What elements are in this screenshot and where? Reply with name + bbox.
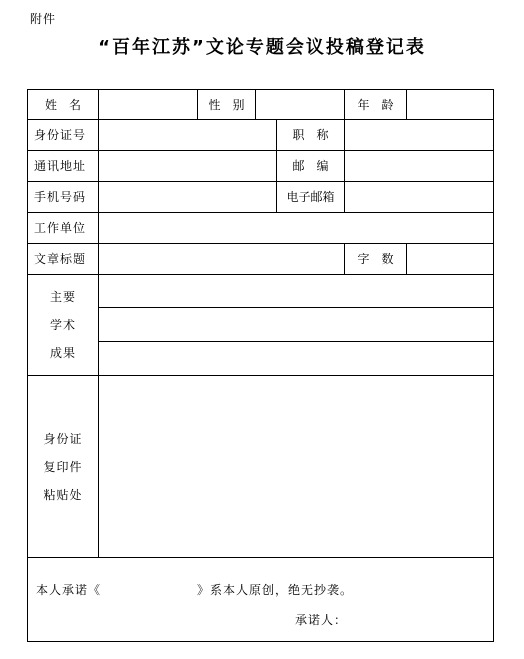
achievement-field-3[interactable] [99, 341, 494, 375]
registration-form-table [27, 89, 494, 642]
promise-cell [28, 558, 494, 642]
id-copy-label-line-1: 身份证 [43, 431, 83, 446]
row-promise [28, 558, 494, 642]
article-title-label: 文章标题 [28, 244, 99, 275]
postcode-field[interactable] [345, 151, 494, 182]
gender-label: 性 别 [198, 90, 256, 120]
row-id-number [28, 120, 494, 151]
promise-statement [36, 584, 353, 596]
name-label: 姓 名 [28, 90, 99, 120]
name-field[interactable] [99, 90, 198, 120]
word-count-label: 字 数 [345, 244, 407, 275]
phone-label: 手机号码 [28, 182, 99, 213]
postcode-label: 邮 编 [277, 151, 345, 182]
word-count-field[interactable] [407, 244, 494, 275]
achievement-field-2[interactable] [99, 307, 494, 341]
row-article-title [28, 244, 494, 275]
row-workplace [28, 213, 494, 244]
achievement-field-1[interactable] [99, 275, 494, 308]
phone-field[interactable] [99, 182, 277, 213]
id-number-field[interactable] [99, 120, 277, 151]
article-title-field[interactable] [99, 244, 345, 275]
row-name [28, 90, 494, 120]
achievements-label-line-1: 主要 [49, 290, 76, 304]
id-copy-paste-area[interactable] [99, 376, 494, 558]
promise-prefix: 本人承诺《 [36, 583, 102, 597]
achievements-label-line-3: 成果 [49, 346, 76, 360]
page-title: “百年江苏”文论专题会议投稿登记表 [98, 37, 426, 58]
promiser-label: 承诺人： [295, 613, 348, 627]
job-title-label: 职 称 [277, 120, 345, 151]
row-phone [28, 182, 494, 213]
id-number-label: 身份证号 [28, 120, 99, 151]
job-title-field[interactable] [345, 120, 494, 151]
workplace-field[interactable] [99, 213, 494, 244]
attachment-label: 附件 [30, 12, 57, 26]
email-field[interactable] [345, 182, 494, 213]
address-label: 通讯地址 [28, 151, 99, 182]
row-achievements-1 [28, 275, 494, 308]
achievements-label-line-2: 学术 [49, 318, 76, 332]
id-copy-label-line-2: 复印件 [43, 459, 83, 474]
row-address [28, 151, 494, 182]
gender-field[interactable] [256, 90, 345, 120]
promise-suffix: 》系本人原创，绝无抄袭。 [197, 583, 354, 597]
id-copy-label-line-3: 粘贴处 [43, 487, 83, 502]
address-field[interactable] [99, 151, 277, 182]
age-label: 年 龄 [345, 90, 407, 120]
id-copy-label [28, 376, 99, 558]
email-label: 电子邮箱 [277, 182, 345, 213]
workplace-label: 工作单位 [28, 213, 99, 244]
achievements-label [28, 275, 99, 376]
age-field[interactable] [407, 90, 494, 120]
row-id-copy [28, 376, 494, 558]
